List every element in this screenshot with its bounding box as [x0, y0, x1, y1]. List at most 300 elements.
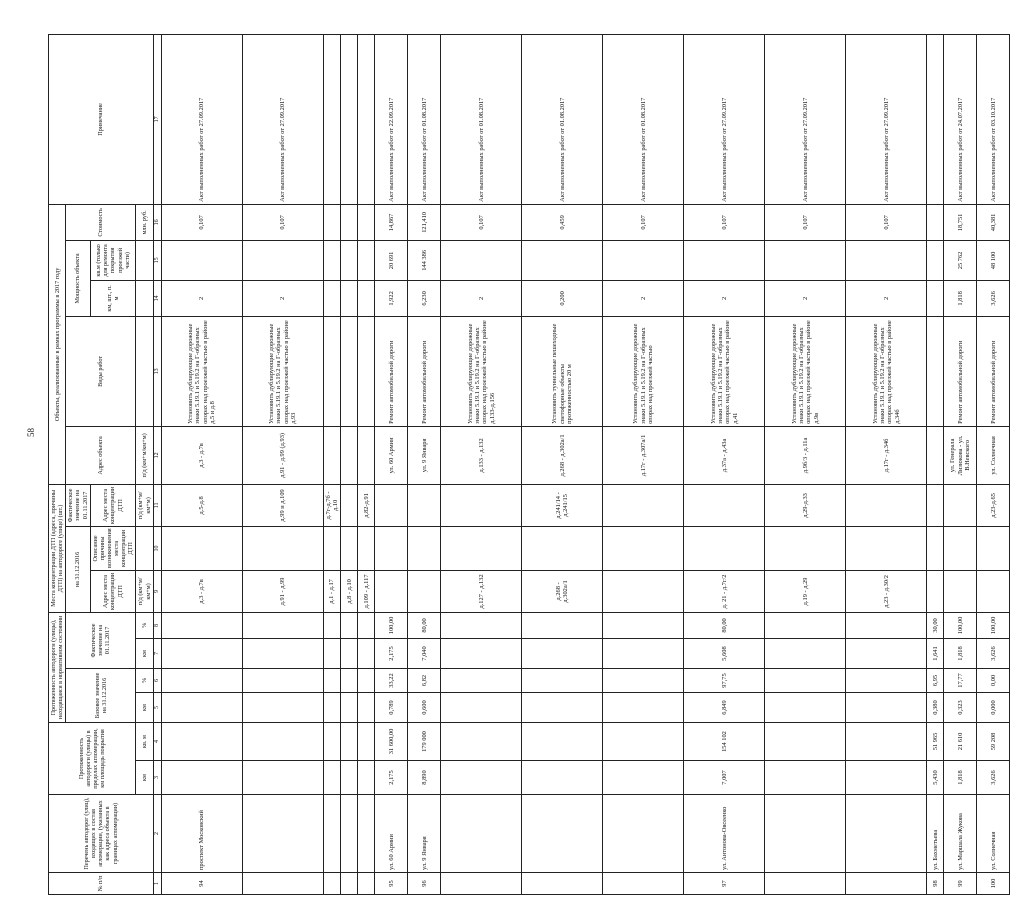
header-dtp-actual: Фактическое значение на 01.11.2017 — [66, 484, 90, 526]
dtp-cause — [161, 526, 242, 570]
street-name — [846, 795, 927, 873]
power-km: 2 — [441, 280, 522, 316]
row-number — [603, 873, 684, 895]
actual-pct: 80,00 — [684, 612, 765, 638]
cost — [927, 204, 944, 240]
dtp-address — [603, 570, 684, 612]
dtp-cause — [441, 526, 522, 570]
work-type: Установить дублирующие дорожные знаки 5.19.1 и 5.19.2 на Г-образных опорах над проезжей частью — [603, 316, 684, 426]
base-km — [161, 692, 242, 722]
unit-km: км — [136, 761, 153, 795]
street-name: ул. Солнечная — [977, 795, 1010, 873]
column-number: 15 — [153, 240, 161, 280]
dtp-cause — [522, 526, 603, 570]
object-address: д.37а - д.43а — [684, 426, 765, 484]
cost: 0,107 — [603, 204, 684, 240]
work-type: Установить дублирующие дорожные знаки 5.19.1 и 5.19.2 на Г-образных опорах над проезжей частью в районе д.34б — [846, 316, 927, 426]
column-number-row — [153, 34, 161, 894]
header-norm: Протяженность автодороги (улицы), находящаяся в нормативном состоянии — [49, 612, 66, 722]
actual-pct — [242, 612, 323, 638]
column-number: 4 — [153, 722, 161, 760]
row-number — [242, 873, 323, 895]
header-dtp-cause: Описание причины возникновения места концентрации ДТП — [90, 526, 136, 570]
work-type — [927, 316, 944, 426]
power-area — [603, 240, 684, 280]
header-power: Мощность объекта — [66, 240, 90, 316]
work-type: Установить дублирующие дорожные знаки 5.19.1 и 5.19.2 на Г-образных опорах над проезжей частью в районе д.5 и д.8 — [161, 316, 242, 426]
actual-pct — [161, 612, 242, 638]
dtp-address — [375, 570, 408, 612]
dtp-address — [944, 570, 977, 612]
power-km — [341, 280, 358, 316]
dtp-address: д. 21 - д.7г/2 — [684, 570, 765, 612]
actual-pct: 100,00 — [375, 612, 408, 638]
power-area: 25 762 — [944, 240, 977, 280]
dtp-actual-address: д.23-д.65 — [977, 484, 1010, 526]
base-pct: 33,22 — [375, 668, 408, 692]
area-sqm — [603, 722, 684, 760]
object-address: ул. Генерала Лизюкова - ул. В.Невского — [944, 426, 977, 484]
dtp-address: д.91 - д.99 — [242, 570, 323, 612]
length-km: 7,007 — [684, 761, 765, 795]
power-area: 144 386 — [408, 240, 441, 280]
row-number — [522, 873, 603, 895]
note: Акт выполненных работ от 27.09.2017 — [684, 34, 765, 204]
length-km — [161, 761, 242, 795]
header-dtp: Места концентрации ДТП (адреса, причины ДТП) на автодороге (улице) (шт.) — [49, 484, 66, 612]
note: Акт выполненных работ от 03.10.2017 — [977, 34, 1010, 204]
power-area — [765, 240, 846, 280]
power-km: 3,626 — [977, 280, 1010, 316]
actual-km: 5,608 — [684, 638, 765, 668]
row-number — [341, 873, 358, 895]
dtp-actual-address — [684, 484, 765, 526]
actual-km: 3,626 — [977, 638, 1010, 668]
area-sqm: 154 102 — [684, 722, 765, 760]
actual-pct: 80,00 — [408, 612, 441, 638]
unit-dtp-addr: п/д (км+м/км+м) — [136, 570, 153, 612]
cost: 0,107 — [242, 204, 323, 240]
actual-pct: 30,00 — [927, 612, 944, 638]
power-km: 2 — [846, 280, 927, 316]
actual-km — [161, 638, 242, 668]
area-sqm — [441, 722, 522, 760]
area-sqm: 179 000 — [408, 722, 441, 760]
row-number: 100 — [977, 873, 1010, 895]
base-pct — [522, 668, 603, 692]
power-area — [323, 240, 341, 280]
table-row — [323, 34, 341, 894]
base-pct — [603, 668, 684, 692]
actual-pct — [765, 612, 846, 638]
column-number: 10 — [153, 526, 161, 570]
work-type: Ремонт автомобильной дороги — [977, 316, 1010, 426]
column-number: 12 — [153, 426, 161, 484]
note: Акт выполненных работ от 01.08.2017 — [408, 34, 441, 204]
table-row — [977, 34, 1010, 894]
street-name: ул. 60 Армии — [375, 795, 408, 873]
base-km: 0,000 — [977, 692, 1010, 722]
page-number: 58 — [26, 428, 36, 437]
street-name — [341, 795, 358, 873]
note: Акт выполненных работ от 22.09.2017 — [375, 34, 408, 204]
power-km: 2 — [603, 280, 684, 316]
work-type — [358, 316, 375, 426]
unit-base-pct: % — [136, 668, 153, 692]
street-name — [522, 795, 603, 873]
dtp-cause — [684, 526, 765, 570]
object-address: ул. 60 Армии — [375, 426, 408, 484]
actual-km — [522, 638, 603, 668]
work-type: Установить дублирующие дорожные знаки 5.19.1 и 5.19.2 на Г-образных опорах над проезжей частью в районе д.133-д.156 — [441, 316, 522, 426]
cost: 121,410 — [408, 204, 441, 240]
row-number: 99 — [944, 873, 977, 895]
table-row — [358, 34, 375, 894]
base-pct: 17,77 — [944, 668, 977, 692]
column-number: 16 — [153, 204, 161, 240]
area-sqm — [323, 722, 341, 760]
object-address: д.17г - д.307а/1 — [603, 426, 684, 484]
actual-km — [341, 638, 358, 668]
header-actual: Фактическое значение на 01.11.2017 — [66, 612, 136, 668]
actual-pct — [846, 612, 927, 638]
table-row — [603, 34, 684, 894]
dtp-cause — [846, 526, 927, 570]
note — [323, 34, 341, 204]
table-row — [441, 34, 522, 894]
column-number: 13 — [153, 316, 161, 426]
length-km: 2,175 — [375, 761, 408, 795]
header-dtp-addr: Адрес места концентрации ДТП — [90, 570, 136, 612]
area-sqm — [358, 722, 375, 760]
column-number: 5 — [153, 692, 161, 722]
base-km — [323, 692, 341, 722]
area-sqm: 31 600,00 — [375, 722, 408, 760]
header-obj-addr: Адрес объекта — [66, 426, 136, 484]
note — [927, 34, 944, 204]
column-number: 2 — [153, 795, 161, 873]
work-type — [323, 316, 341, 426]
area-sqm: 59 208 — [977, 722, 1010, 760]
dtp-cause — [375, 526, 408, 570]
power-km — [358, 280, 375, 316]
base-km: 0,380 — [927, 692, 944, 722]
power-area: 20 691 — [375, 240, 408, 280]
object-address: д.17г - д.34б — [846, 426, 927, 484]
base-km — [603, 692, 684, 722]
note: Акт выполненных работ от 27.09.2017 — [846, 34, 927, 204]
note: Акт выполненных работ от 24.07.2017 — [944, 34, 977, 204]
row-number — [358, 873, 375, 895]
unit-dtp-cause — [136, 526, 153, 570]
length-km — [441, 761, 522, 795]
base-km — [341, 692, 358, 722]
row-number — [323, 873, 341, 895]
work-type: Установить дублирующие дорожные знаки 5.19.1 и 5.19.2 на Г-образных опорах над проезжей частью в районе д.93 — [242, 316, 323, 426]
cost: 40,381 — [977, 204, 1010, 240]
cost: 0,107 — [846, 204, 927, 240]
dtp-actual-address — [408, 484, 441, 526]
base-km — [522, 692, 603, 722]
base-km — [358, 692, 375, 722]
column-number: 9 — [153, 570, 161, 612]
street-name: проспект Московский — [161, 795, 242, 873]
length-km: 5,430 — [927, 761, 944, 795]
base-pct — [441, 668, 522, 692]
column-number: 3 — [153, 761, 161, 795]
object-address: ул. Солнечная — [977, 426, 1010, 484]
unit-actual-pct: % — [136, 612, 153, 638]
column-number: 8 — [153, 612, 161, 638]
table-row — [927, 34, 944, 894]
base-km — [242, 692, 323, 722]
table-row — [846, 34, 927, 894]
base-pct — [358, 668, 375, 692]
actual-km — [358, 638, 375, 668]
power-area — [441, 240, 522, 280]
dtp-actual-address: д.82-д.91 — [358, 484, 375, 526]
dtp-cause — [408, 526, 441, 570]
power-area — [522, 240, 603, 280]
dtp-actual-address — [341, 484, 358, 526]
table-row — [375, 34, 408, 894]
base-km — [846, 692, 927, 722]
dtp-actual-address — [944, 484, 977, 526]
power-area — [341, 240, 358, 280]
table-row — [408, 34, 441, 894]
object-address: д.268 - д.302а/1 — [522, 426, 603, 484]
dtp-cause — [944, 526, 977, 570]
cost: 0,459 — [522, 204, 603, 240]
street-name — [441, 795, 522, 873]
note: Акт выполненных работ от 01.08.2017 — [522, 34, 603, 204]
power-km: 6,230 — [408, 280, 441, 316]
power-area — [358, 240, 375, 280]
header-dtp-actual-addr: Адрес места концентрации ДТП — [90, 484, 136, 526]
area-sqm — [765, 722, 846, 760]
length-km — [522, 761, 603, 795]
actual-pct — [522, 612, 603, 638]
actual-km — [603, 638, 684, 668]
table-row — [944, 34, 977, 894]
cost: 0,107 — [161, 204, 242, 240]
header-length: Протяженность автодороги (улицы) в пределах агломерации, км площадь покрытия — [49, 722, 136, 794]
note: Акт выполненных работ от 27.09.2017 — [161, 34, 242, 204]
length-km — [341, 761, 358, 795]
actual-pct — [341, 612, 358, 638]
base-pct — [846, 668, 927, 692]
dtp-cause — [242, 526, 323, 570]
column-number: 7 — [153, 638, 161, 668]
power-area: 48 100 — [977, 240, 1010, 280]
area-sqm — [846, 722, 927, 760]
base-pct — [161, 668, 242, 692]
dtp-address: д.23 - д.30/2 — [846, 570, 927, 612]
cost: 14,867 — [375, 204, 408, 240]
note: Акт выполненных работ от 27.09.2017 — [765, 34, 846, 204]
base-pct: 6,95 — [927, 668, 944, 692]
row-number: 96 — [408, 873, 441, 895]
area-sqm — [341, 722, 358, 760]
length-km — [323, 761, 341, 795]
power-area — [846, 240, 927, 280]
street-name — [242, 795, 323, 873]
base-pct: 0,00 — [977, 668, 1010, 692]
base-km: 0,789 — [375, 692, 408, 722]
work-type: Установить дублирующие дорожные знаки 5.19.1 и 5.19.2 на Г-образных опорах над проезжей частью в районе д.41 — [684, 316, 765, 426]
cost — [358, 204, 375, 240]
table-row — [242, 34, 323, 894]
object-address: д.3 - д.7в — [161, 426, 242, 484]
dtp-address: д.3 - д.7в — [161, 570, 242, 612]
street-name: ул. 9 Января — [408, 795, 441, 873]
object-address: д.133 - д.132 — [441, 426, 522, 484]
object-address — [341, 426, 358, 484]
dtp-address: д.127 - д.132 — [441, 570, 522, 612]
length-km — [603, 761, 684, 795]
street-name — [603, 795, 684, 873]
length-km — [242, 761, 323, 795]
row-number: 97 — [684, 873, 765, 895]
header-street: Перечень автодорог (улиц), входящих в состав агломерации, (указанных как адреса объекта в границах агломерации) — [49, 795, 154, 873]
actual-pct: 100,00 — [944, 612, 977, 638]
table-body — [161, 34, 1010, 894]
actual-km: 1,818 — [944, 638, 977, 668]
power-km — [323, 280, 341, 316]
dtp-address: д.1 - д.17 — [323, 570, 341, 612]
actual-km — [441, 638, 522, 668]
street-name — [358, 795, 375, 873]
column-number: 11 — [153, 484, 161, 526]
dtp-address — [927, 570, 944, 612]
actual-pct — [441, 612, 522, 638]
power-area — [927, 240, 944, 280]
dtp-address: д.109 - д.117 — [358, 570, 375, 612]
header-dtp-base: на 31.12.2016 — [66, 526, 90, 612]
table-row — [522, 34, 603, 894]
unit-cost: млн. руб. — [136, 204, 153, 240]
street-name: ул. Маршала Жукова — [944, 795, 977, 873]
dtp-actual-address: д.7г-д.7б - д.10 — [323, 484, 341, 526]
cost — [323, 204, 341, 240]
base-km — [441, 692, 522, 722]
row-number: 95 — [375, 873, 408, 895]
power-km: 2 — [684, 280, 765, 316]
base-pct: 6,82 — [408, 668, 441, 692]
note: Акт выполненных работ от 27.09.2017 — [242, 34, 323, 204]
work-type: Ремонт автомобильной дороги — [944, 316, 977, 426]
base-km: 0,323 — [944, 692, 977, 722]
table-row — [684, 34, 765, 894]
table-row — [765, 34, 846, 894]
note — [341, 34, 358, 204]
header-power-km: км, шт., п. м — [90, 280, 136, 316]
dtp-actual-address — [375, 484, 408, 526]
power-area — [161, 240, 242, 280]
cost — [341, 204, 358, 240]
dtp-cause — [358, 526, 375, 570]
actual-km — [323, 638, 341, 668]
header-objects: Объекты, реализованные в рамках программы в 2017 году — [49, 204, 66, 484]
column-number: 6 — [153, 668, 161, 692]
row-number: 98 — [927, 873, 944, 895]
street-name: ул. Бахметьева — [927, 795, 944, 873]
dtp-address: д.19 - д.29 — [765, 570, 846, 612]
cost: 18,751 — [944, 204, 977, 240]
actual-km — [242, 638, 323, 668]
object-address — [358, 426, 375, 484]
work-type: Ремонт автомобильной дороги — [408, 316, 441, 426]
dtp-cause — [323, 526, 341, 570]
area-sqm — [522, 722, 603, 760]
table-row — [161, 34, 242, 894]
unit-obj-addr: п/д (км+м/км+м) — [136, 426, 153, 484]
power-km: 2 — [765, 280, 846, 316]
object-address: ул. 9 Января — [408, 426, 441, 484]
header-n: № п/п — [49, 873, 154, 895]
length-km — [765, 761, 846, 795]
base-pct — [323, 668, 341, 692]
dtp-actual-address — [441, 484, 522, 526]
length-km — [358, 761, 375, 795]
object-address: д.91 - д.99 (д.93) — [242, 426, 323, 484]
dtp-cause — [977, 526, 1010, 570]
power-area — [684, 240, 765, 280]
length-km: 3,626 — [977, 761, 1010, 795]
dtp-actual-address: д.241/14 - д.241/15 — [522, 484, 603, 526]
actual-pct — [323, 612, 341, 638]
actual-km: 2,175 — [375, 638, 408, 668]
power-km: 1,818 — [944, 280, 977, 316]
column-number: 14 — [153, 280, 161, 316]
register-table — [48, 34, 1010, 895]
actual-pct — [358, 612, 375, 638]
actual-pct: 100,00 — [977, 612, 1010, 638]
base-pct — [242, 668, 323, 692]
street-name — [323, 795, 341, 873]
street-name: ул. Антонова-Овсеенко — [684, 795, 765, 873]
work-type: Ремонт автомобильной дороги — [375, 316, 408, 426]
dtp-cause — [603, 526, 684, 570]
base-pct: 97,75 — [684, 668, 765, 692]
dtp-address: д.268 - д.302а/1 — [522, 570, 603, 612]
dtp-actual-address — [927, 484, 944, 526]
unit-sqm: кв. м — [136, 722, 153, 760]
note: Акт выполненных работ от 01.08.2017 — [603, 34, 684, 204]
header-power-area: кв.м (только для ремонта покрытия проезжей части) — [90, 240, 136, 280]
column-number: 1 — [153, 873, 161, 895]
cost: 0,107 — [765, 204, 846, 240]
work-type — [341, 316, 358, 426]
actual-km: 1,641 — [927, 638, 944, 668]
unit-power-area — [136, 240, 153, 280]
table-row — [341, 34, 358, 894]
unit-base-km: км — [136, 692, 153, 722]
dtp-actual-address: д.99 и д.109 — [242, 484, 323, 526]
column-number: 17 — [153, 34, 161, 204]
actual-km: 7,040 — [408, 638, 441, 668]
work-type: Установить туннельные пешеходные светофорные объекты протяженностью 20 м — [522, 316, 603, 426]
note — [358, 34, 375, 204]
unit-obj-type — [136, 316, 153, 426]
dtp-cause — [765, 526, 846, 570]
base-pct — [341, 668, 358, 692]
actual-km — [765, 638, 846, 668]
power-km: 1,922 — [375, 280, 408, 316]
dtp-actual-address — [846, 484, 927, 526]
power-km: 2 — [161, 280, 242, 316]
dtp-address — [408, 570, 441, 612]
